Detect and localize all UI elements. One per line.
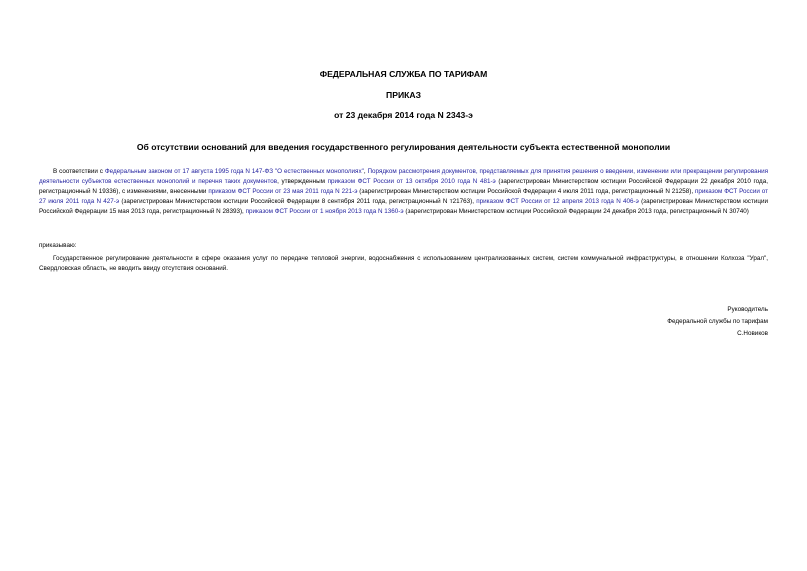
preamble-text: (зарегистрирован Министерством юстиции Российской Федерации 4 июля 2011 года, регистрационный N 21258), <box>357 188 695 196</box>
preamble-text: (зарегистрирован Министерством юстиции Российской Федерации 8 сентября 2011 года, регистрационный N т21763), <box>119 198 477 206</box>
link-order-406[interactable]: приказом ФСТ России от 12 апреля 2013 года N 406-э <box>476 198 639 206</box>
preamble-text: , утвержденным <box>277 178 328 186</box>
doc-date-number: от 23 декабря 2014 года N 2343-э <box>334 110 473 120</box>
preamble-text: (зарегистрирован Министерством юстиции Российской Федерации 15 мая 2013 года, регистрационный N 28393), <box>39 198 768 216</box>
signature-position-line2: Федеральной службы по тарифам <box>667 318 768 325</box>
preamble-text: В соответствии с <box>53 168 105 175</box>
signature-block <box>568 304 768 340</box>
link-order-481[interactable]: приказом ФСТ России от 13 октября 2010 года N 481-э <box>327 178 496 186</box>
signature-name: С.Новиков <box>737 330 768 337</box>
link-review-procedure[interactable]: Порядком рассмотрения документов, представляемых для принятия решения о введении, изменении или прекращении регулирования деятельности субъектов естественных монополий и перечня таких документов <box>39 168 768 186</box>
signature-position-line1: Руководитель <box>727 306 768 313</box>
preamble-text: , <box>363 168 368 175</box>
link-order-1360[interactable]: приказом ФСТ России от 1 ноября 2013 года N 1360-э <box>245 208 404 216</box>
order-word: приказываю: <box>39 242 77 249</box>
doc-type: ПРИКАЗ <box>386 90 421 100</box>
decision-paragraph: Государственное регулирование деятельности в сфере оказания услуг по передаче тепловой энергии, водоснабжения с использованием централизованных систем, систем коммунальной инфраструктуры, в отношении Колхоза "Урал", Свердловская область, не вводить ввиду отсутствия оснований. <box>39 255 768 273</box>
link-order-427[interactable]: приказом ФСТ России от 27 июля 2011 года N 427-э <box>39 188 768 206</box>
link-order-221[interactable]: приказом ФСТ России от 23 мая 2011 года N 221-э <box>208 188 358 196</box>
preamble-text: (зарегистрирован Министерством юстиции Российской Федерации 22 декабря 2010 года, регистрационный N 19336), с изменениями, внесенными <box>39 178 768 196</box>
preamble-text: (зарегистрирован Министерством юстиции Российской Федерации 24 декабря 2013 года, регистрационный N 30740) <box>403 208 749 216</box>
agency-name: ФЕДЕРАЛЬНАЯ СЛУЖБА ПО ТАРИФАМ <box>319 69 488 79</box>
doc-title: Об отсутствии оснований для введения государственного регулирования деятельности субъекта естественной монополии <box>136 142 671 152</box>
preamble-paragraph <box>39 167 768 217</box>
link-federal-law[interactable]: Федеральным законом от 17 августа 1995 года N 147-ФЗ "О естественных монополиях" <box>104 168 364 175</box>
